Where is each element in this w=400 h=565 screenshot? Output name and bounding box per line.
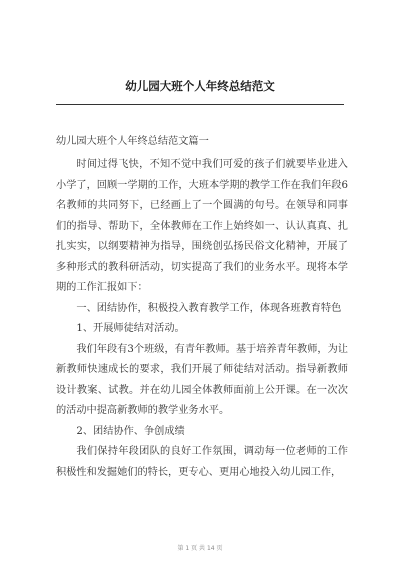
paragraph: 一、团结协作，积极投入教育教学工作，体现各班教育特色 bbox=[76, 302, 342, 314]
section-heading: 幼儿园大班个人年终总结范文篇一 bbox=[56, 136, 209, 147]
paragraph: 时间过得飞快，不知不觉中我们可爱的孩子们就要毕业进入小学了，回顾一学期的工作，大班本学期的教学工作在我们年段6名教师的共同努下，已经画上了一个圆满的句号。在领导和同事们的指导、帮助下，全体教师在工作上始终如一、认认真真、扎扎实实，以纲要精神为指导，围绕创弘扬民俗文化精神，开展了多种形式的教科研活动，切实提高了我们的业务水平。现将本学期的工作汇报如下： bbox=[56, 159, 348, 293]
paragraph: 1、开展师徒结对活动。 bbox=[76, 323, 185, 334]
paragraph: 2、团结协作、争创成绩 bbox=[76, 425, 185, 437]
document-body bbox=[56, 155, 348, 483]
page-footer: 第 1 页 共 14 页 bbox=[177, 545, 223, 552]
paragraph: 我们年段有3个班级，有青年教师。基于培养青年教师，为让新教师快速成长的要求，我们开展了师徒结对活动。指导新教师设计教案、试教。并在幼儿园全体教师面前上公开课。在一次次的活动中提高新教师的教学业务水平。 bbox=[56, 343, 348, 416]
paragraph: 我们保持年段团队的良好工作氛围，调动每一位老师的工作积极性和发掘她们的特长，更专心、更用心地投入幼儿园工作， bbox=[56, 446, 348, 478]
document-title: 幼儿园大班个人年终总结范文 bbox=[125, 79, 275, 93]
title-divider bbox=[56, 104, 344, 105]
